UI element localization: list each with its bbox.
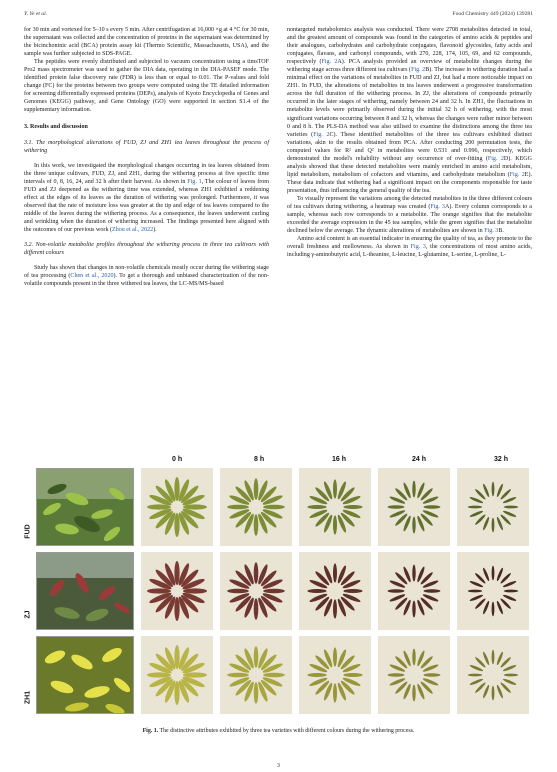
leaf [307, 673, 326, 677]
leaf [496, 600, 504, 614]
leaf [343, 505, 362, 509]
running-header-journal: Food Chemistry 449 (2024) 139281 [452, 11, 533, 17]
fud-field-photo [36, 468, 134, 546]
leaf [502, 664, 516, 672]
leaf [333, 599, 337, 618]
leaf [263, 505, 285, 510]
leaf [333, 515, 337, 534]
running-header-authors: Y. Ye et al. [24, 11, 48, 17]
tray-zh1-4 [457, 636, 529, 714]
leaf [254, 598, 259, 620]
leaf [468, 506, 482, 509]
leaf [502, 678, 516, 686]
leaf [502, 580, 516, 588]
paragraph: In this work, we investigated the morphological changes occurring in tea leaves obtained from the three unique cultivars, FUD, ZJ, and ZH1, during the withering process at five specific time intervals of 0, 8, 16, 24, and 32 h after their harvest. As shown in Fig. 1, The colour of leaves from FUD and ZJ deepened as the withering time was extended, whereas ZH1 exhibited a reddening effect at the edges of its leaves as the duration of withering was prolonged. Furthermore, it was observed that the rate of moisture loss was greater at the tip and edge of tea leaves compared to the middle of the leaves during the withering process. As a consequence, the leaves underwent curling and wrinkling when the duration of withering increased. The findings presented here aligned with the outcomes of our previous work (Zhou et al., 2022). [24, 162, 269, 234]
leaf [492, 686, 495, 700]
time-label-8h: 8 h [254, 456, 265, 463]
leaf [424, 673, 441, 676]
page-number: 3 [277, 763, 280, 769]
leaf [482, 651, 490, 665]
tray-zj-1 [220, 552, 292, 630]
leaf [183, 504, 207, 509]
leaf [424, 589, 441, 592]
leaf [469, 678, 483, 686]
leaf [492, 602, 495, 616]
leaf [502, 594, 516, 602]
leaf [147, 588, 171, 593]
leaf [496, 651, 504, 665]
leaf [388, 589, 405, 592]
leaf [504, 590, 518, 593]
figure-link[interactable]: Fig. 2 [487, 155, 504, 162]
tray-fud-2 [299, 468, 371, 546]
zh1-field-photo [36, 636, 134, 714]
leaf [388, 505, 405, 508]
leaf [412, 601, 415, 618]
time-label-24h: 24 h [412, 456, 427, 463]
row-label-fud: FUD [24, 524, 32, 539]
leaf [496, 483, 504, 497]
leaf [147, 672, 171, 677]
leaf [412, 649, 415, 666]
tray-zh1-1 [220, 636, 292, 714]
tray-fud-1 [220, 468, 292, 546]
figure-link[interactable]: Fig. 3 [430, 204, 445, 211]
leaf [412, 481, 415, 498]
leaf [174, 561, 179, 585]
leaf [496, 684, 504, 698]
figure-link[interactable]: Fig. 1 [187, 178, 202, 185]
figure-caption: Fig. 1. The distinctive attributes exhibited by three tea varieties with different colours during the withering process. [142, 728, 415, 734]
row-label-zh1: ZH1 [24, 690, 32, 705]
leaf [469, 496, 483, 504]
row-label-zj: ZJ [24, 610, 32, 619]
leaf [496, 567, 504, 581]
leaf [227, 505, 249, 510]
figure-link[interactable]: Fig. 2 [313, 131, 330, 138]
leaf [482, 600, 490, 614]
paragraph: To visually represent the variations among the detected metabolites in the three different colours of tea cultivars during withering, a heatmap was created (Fig. 3A). Every column corresponds to a sample, whereas each row corresponds to a metabolite. The orange signifies that the metabolite exceeded the average expression in the 45 tea samples, while the green signifies that the metabolite declined below the average. The dynamic alterations of metabolites are shown in Fig. 3B. [287, 195, 532, 235]
time-label-16h: 16 h [332, 456, 347, 463]
leaf [412, 517, 415, 534]
leaf [388, 673, 405, 676]
leaf [263, 589, 285, 594]
leaf [469, 594, 483, 602]
leaf [343, 673, 362, 677]
leaf [254, 682, 259, 704]
figure-1 [24, 456, 533, 716]
leaf [492, 482, 495, 496]
figure-link[interactable]: Fig. 2 [411, 67, 426, 74]
tray-fud-3 [378, 468, 450, 546]
leaf [504, 506, 518, 509]
figure-link[interactable]: Fig. 2 [509, 171, 525, 178]
leaf [174, 513, 179, 537]
leaf [412, 685, 415, 702]
tray-zj-3 [378, 552, 450, 630]
leaf [254, 646, 259, 668]
figure-link[interactable]: Fig. 3 [484, 228, 499, 235]
zj-field-photo [36, 552, 134, 630]
leaf [492, 650, 495, 664]
tray-zj-0 [141, 552, 213, 630]
leaf [343, 589, 362, 593]
leaf [502, 496, 516, 504]
tray-zj-4 [457, 552, 529, 630]
leaf [482, 483, 490, 497]
leaf [504, 674, 518, 677]
section-heading: 3. Results and discussion [24, 123, 88, 130]
leaf [468, 590, 482, 593]
leaf [263, 673, 285, 678]
paragraph: Amino acid content is an essential indicator in ensuring the quality of tea, as they promote to the overall freshness and mellowness. As shown in Fig. 3, the concentrations of most amino acids, including γ-aminobutyric acid, L-theanine, L-leucine, L-glutamine, L-serine, L-proline, L- [287, 236, 532, 259]
citation-link[interactable]: Chen et al., 2020 [70, 273, 114, 280]
leaf [307, 589, 326, 593]
time-label-0h: 0 h [172, 456, 183, 463]
leaf [469, 510, 483, 518]
leaf [482, 516, 490, 530]
tray-fud-0 [141, 468, 213, 546]
paragraph: for 30 min and vortexed for 5–10 s every 5 min. After centrifugation at 16,000 ×g at 4 °C for 30 min, the supernatant was collected and the concentration of proteins in the supernatant was determined by the bicinchoninic acid (BCA) protein assay kit (Thermo Scientific, Massachusetts, USA), and the sample was further subjected to SDS-PAGE. [24, 27, 269, 58]
leaf [469, 664, 483, 672]
leaf [333, 683, 337, 702]
leaf [412, 565, 415, 582]
leaf [147, 504, 171, 509]
leaf [174, 681, 179, 705]
leaf [183, 588, 207, 593]
time-label-32h: 32 h [494, 456, 509, 463]
tray-zh1-3 [378, 636, 450, 714]
leaf [183, 672, 207, 677]
leaf [502, 510, 516, 518]
figure-link[interactable]: Fig. 3 [410, 244, 426, 251]
leaf [424, 505, 441, 508]
paragraph: Study has shown that changes in non-volatile chemicals mostly occur during the withering stage of tea processing (Chen et al., 2020). To get a thorough and unbiased characterization of the non-volatile compounds present in the three withered tea leaves, the LC-MS/MS-based [24, 265, 269, 288]
leaf [492, 518, 495, 532]
leaf [333, 479, 337, 498]
leaf [496, 516, 504, 530]
left-column [24, 26, 269, 288]
leaf [469, 580, 483, 588]
subsection-heading: 3.1. The morphological alterations of FUD, ZJ and ZH1 tea leaves throughout the process of withering [24, 139, 269, 154]
leaf [174, 477, 179, 501]
leaf [227, 673, 249, 678]
leaf [307, 505, 326, 509]
right-column [287, 26, 532, 259]
leaf [254, 514, 259, 536]
leaf [482, 567, 490, 581]
subsection-heading: 3.2. Non-volatile metabolite profiles throughout the withering process in three tea cultivars with different colours [24, 242, 269, 257]
leaf [227, 589, 249, 594]
leaf [333, 647, 337, 666]
leaf [333, 563, 337, 582]
figure-link[interactable]: Fig. 2 [321, 59, 338, 66]
leaf [492, 566, 495, 580]
leaf [174, 597, 179, 621]
citation-link[interactable]: Zhou et al., 2022 [112, 227, 154, 234]
tray-fud-4 [457, 468, 529, 546]
tray-zh1-2 [299, 636, 371, 714]
leaf [254, 478, 259, 500]
leaf [482, 684, 490, 698]
tray-zh1-0 [141, 636, 213, 714]
tray-zj-2 [299, 552, 371, 630]
paragraph: nontargeted metabolomics analysis was conducted. There were 2708 metabolites detected in total, and the greatest amount of compounds was found in the categories of amino acids & peptides and their analogues, carbohydrates and carbohydrate conjugates, flavonoid glycosides, fatty acids and conjugates, flavans, and carbonyl compounds, with 270, 228, 174, 105, 69, and 62 compounds, respectively (Fig. 2A). PCA analysis provided an overview of metabolite changes during the withering stage across three different tea cultivars (Fig. 2B). The increase in withering duration had a minimal effect on the variations of metabolites in FUD and ZJ, but had a more noticeable impact on ZH1. In FUD, the alterations of metabolites in tea leaves underwent a progressive transformation across the full duration of the withering process. In ZJ, the alterations of compounds primarily occurred in the later stages of withering, namely between 24 and 32 h. In ZH1, the fluctuations in metabolite levels were primarily observed during the initial 32 h of withering, with the most significant variations occurring between 8 and 32 h, whereas the changes were rather minor between 0 and 8 h. The PLS-DA method was also utilised to examine the distinctions among the three tea varieties (Fig. 2C). These identified metabolites of the three tea cultivars exhibited distinct variations, akin to the results obtained from PCA. After conducting 200 permutation tests, the computed values for R² and Q² in metabolites were 0.531 and 0.996, respectively, which demonstrated the model's reliability without any occurrence of over-fitting (Fig. 2D). KEGG analysis showed that these detected metabolites were mainly enriched in amino acid metabolism, lipid metabolism, metabolism of cofactors and vitamins, and carbohydrate metabolism (Fig. 2E). These data indicate that withering had a significant impact on the components responsible for taste presentation, thus influencing the general quality of the tea. [287, 27, 533, 194]
paragraph: The peptides were evenly distributed and subjected to vacuum concentration using a timsTOF Pro2 mass spectrometer was used to gather the DIA data, operating in the DIA-PASEF mode. The identified protein false discovery rate (FDR) is less than or equal to 0.01. The P-values and fold change (FC) for the proteins between two groups were computed using the TE detailed information for screening differentially expressed proteins (DEPs), analysis of Kyoto Encyclopedia of Genes and Genomes (KEGG) pathway, and Gene Ontology (GO) were supported in section S1.4 of the supplementary information. [24, 59, 269, 114]
leaf [468, 674, 482, 677]
leaf [254, 562, 259, 584]
leaf [174, 645, 179, 669]
